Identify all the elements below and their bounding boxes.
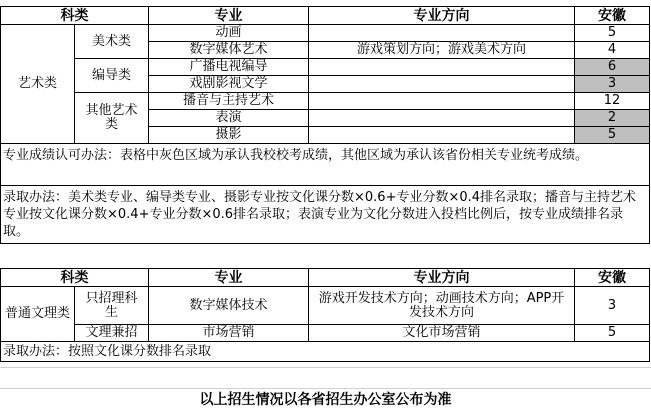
direction-cell: [309, 76, 575, 93]
count-cell: 6: [575, 59, 650, 76]
general-admission-table: [0, 268, 650, 362]
major-cell: 广播电视编导: [149, 59, 309, 76]
header-anhui: 安徽: [575, 269, 650, 287]
count-cell: 3: [575, 76, 650, 93]
major-cell: 数字媒体艺术: [149, 42, 309, 59]
direction-cell: 文化市场营销: [309, 325, 575, 342]
art-admission-table: [0, 6, 650, 244]
direction-cell: 游戏策划方向；游戏美术方向: [309, 42, 575, 59]
header-direction: 专业方向: [309, 269, 575, 287]
count-cell: 3: [575, 287, 650, 325]
count-cell: 5: [575, 127, 650, 144]
footer-notice: 以上招生情况以各省招生办公室公布为准: [0, 388, 651, 411]
major-cell: 戏剧影视文学: [149, 76, 309, 93]
header-category: 科类: [1, 269, 149, 287]
direction-cell: [309, 59, 575, 76]
group-cell: 美术类: [75, 25, 149, 59]
group-cell: 编导类: [75, 59, 149, 93]
direction-cell: 游戏开发技术方向；动画技术方向；APP开发技术方向: [309, 287, 575, 325]
major-cell: 数字媒体技术: [149, 287, 309, 325]
header-anhui: 安徽: [575, 7, 650, 25]
group-cell: 其他艺术类: [75, 93, 149, 144]
major-cell: 播音与主持艺术: [149, 93, 309, 110]
direction-cell: [309, 25, 575, 42]
direction-cell: [309, 110, 575, 127]
group-cell: 文理兼招: [75, 325, 149, 342]
major-cell: 动画: [149, 25, 309, 42]
admission-method-note: 录取办法：美术类专业、编导类专业、摄影专业按文化课分数×0.6+专业分数×0.4排名录取；播音与主持艺术专业按文化课分数×0.4+专业分数×0.6排名录取；表演专业为文化分数进入投档比例后，按专业成绩排名录取。: [1, 186, 650, 244]
count-cell: 2: [575, 110, 650, 127]
header-category: 科类: [1, 7, 149, 25]
count-cell: 12: [575, 93, 650, 110]
major-cell: 市场营销: [149, 325, 309, 342]
admission-method-note: 录取办法：按照文化课分数排名录取: [1, 342, 650, 362]
count-cell: 5: [575, 325, 650, 342]
count-cell: 4: [575, 42, 650, 59]
major-cell: 表演: [149, 110, 309, 127]
header-direction: 专业方向: [309, 7, 575, 25]
direction-cell: [309, 127, 575, 144]
score-recognition-note: 专业成绩认可办法：表格中灰色区域为承认我校校考成绩，其他区域为承认该省份相关专业统考成绩。: [1, 144, 650, 186]
header-major: 专业: [149, 7, 309, 25]
group-cell: 只招理科生: [75, 287, 149, 325]
header-major: 专业: [149, 269, 309, 287]
category-cell: 普通文理类: [1, 287, 75, 342]
category-cell: 艺术类: [1, 25, 75, 144]
count-cell: 5: [575, 25, 650, 42]
direction-cell: [309, 93, 575, 110]
sheet-gridline: [0, 367, 651, 368]
major-cell: 摄影: [149, 127, 309, 144]
